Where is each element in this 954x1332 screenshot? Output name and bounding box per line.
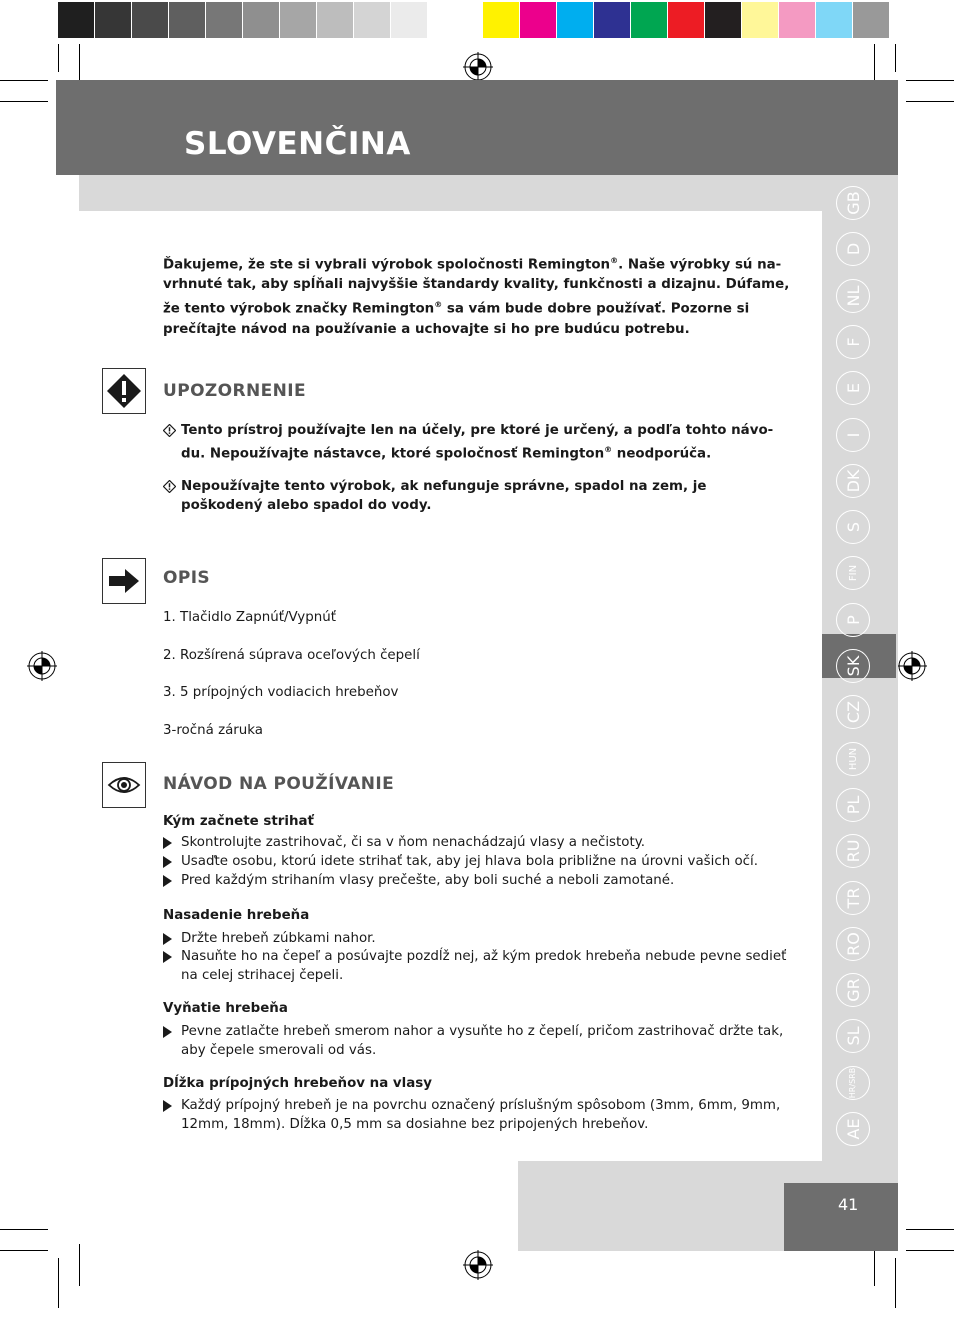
color-swatch [705, 2, 742, 38]
crop-mark [906, 80, 954, 81]
registration-mark-icon [463, 52, 493, 82]
arrow-right-icon [108, 568, 140, 594]
language-code: CZ [843, 701, 863, 724]
crop-mark [0, 1250, 48, 1251]
color-swatch [742, 2, 779, 38]
language-circle [836, 742, 870, 776]
color-swatch [317, 2, 354, 38]
language-circle [836, 973, 870, 1007]
color-swatch [132, 2, 169, 38]
eye-icon [107, 773, 141, 797]
language-code: S [843, 522, 863, 533]
color-swatch [594, 2, 631, 38]
language-tab-d[interactable] [830, 226, 876, 272]
description-item: 2. Rozšírená súprava oceľových čepelí [163, 648, 420, 663]
color-swatch [816, 2, 853, 38]
language-tab-sl[interactable] [830, 1013, 876, 1059]
language-circle [836, 556, 870, 590]
language-tab-nl[interactable] [830, 273, 876, 319]
language-code: SL [843, 1026, 863, 1046]
bullet-item: Usaďte osobu, ktorú idete strihať tak, aby jej hlava bola približne na úrovni vašich očí. [163, 852, 803, 871]
language-code: RO [843, 931, 863, 956]
language-circle [836, 881, 870, 915]
crop-mark [79, 1244, 80, 1286]
crop-mark [0, 80, 48, 81]
language-code: P [843, 614, 863, 625]
color-swatch [95, 2, 132, 38]
intro-paragraph: Ďakujeme, že ste si vybrali výrobok spoločnosti Remington®. Naše výrobky sú na- vrhnuté tak, aby spĺňali najvyššie štandardy kvality, funkčnosti a dizajnu. Dúfame, že tento výrobok značky Remington® sa vám bude dobre používať. Pozorne si prečítajte návod na používanie a uchovajte si ho pre budúcu potrebu. [163, 256, 790, 337]
language-tab-hun[interactable] [830, 736, 876, 782]
bullet-item: Nasuňte ho na čepeľ a posúvajte pozdĺž nej, až kým predok hrebeňa nebude pevne sedieť na celej strihacej čepeli. [163, 947, 803, 985]
color-swatch [391, 2, 428, 38]
language-tab-sk[interactable] [830, 643, 876, 689]
bullet-item: Pred každým strihaním vlasy prečešte, aby boli suché a neboli zamotané. [163, 871, 803, 890]
crop-mark [895, 44, 896, 72]
language-code: F [843, 337, 863, 347]
registration-mark-icon [463, 1250, 493, 1280]
eye-icon-box [102, 762, 146, 808]
language-tab-hr-srb[interactable] [830, 1060, 876, 1106]
color-swatch [779, 2, 816, 38]
color-swatch [631, 2, 668, 38]
crop-mark [906, 1229, 954, 1230]
language-code: SK [843, 655, 863, 677]
color-swatch [483, 2, 520, 38]
language-tab-gb[interactable] [830, 180, 876, 226]
language-code: AE [843, 1118, 863, 1140]
language-circle [836, 371, 870, 405]
header-subband [79, 175, 898, 211]
color-swatch [206, 2, 243, 38]
language-code: HR/SRB [848, 1067, 857, 1098]
language-circle [836, 510, 870, 544]
language-tab-dk[interactable] [830, 458, 876, 504]
color-swatch [668, 2, 705, 38]
crop-mark [58, 1258, 59, 1308]
language-tab-e[interactable] [830, 365, 876, 411]
registration-mark-icon [897, 651, 927, 681]
language-circle [836, 418, 870, 452]
language-code: RU [843, 839, 863, 863]
color-swatch [169, 2, 206, 38]
language-tab-tr[interactable] [830, 875, 876, 921]
language-tab-pl[interactable] [830, 782, 876, 828]
description-item: 1. Tlačidlo Zapnúť/Vypnúť [163, 610, 336, 625]
bullet-item: Každý prípojný hrebeň je na povrchu označený príslušným spôsobom (3mm, 6mm, 9mm, 12mm, 18mm). Dĺžka 0,5 mm sa dosiahne bez pripojených hrebeňov. [163, 1096, 803, 1134]
language-tab-p[interactable] [830, 597, 876, 643]
language-code: I [843, 432, 863, 437]
arrow-bullet-icon [163, 933, 172, 945]
exclamation-warning-icon [106, 373, 142, 409]
arrow-bullet-icon [163, 1026, 172, 1038]
language-circle [836, 603, 870, 637]
warning-item: Nepoužívajte tento výrobok, ak nefunguje správne, spadol na zem, je poškodený alebo spadol do vody. [163, 477, 803, 515]
language-tab-ru[interactable] [830, 828, 876, 874]
language-code: GB [843, 191, 863, 215]
crop-mark [0, 101, 48, 102]
diamond-bullet-icon [163, 480, 176, 493]
language-tab-ae[interactable] [830, 1106, 876, 1152]
language-circle [836, 464, 870, 498]
language-circle [836, 325, 870, 359]
language-circle [836, 788, 870, 822]
gray-calibration-bar [58, 2, 465, 38]
language-code: GR [843, 978, 863, 1002]
language-code: DK [843, 469, 863, 493]
language-code: TR [843, 887, 863, 908]
subsection-heading: Vyňatie hrebeňa [163, 1001, 288, 1016]
page-number: 41 [838, 1195, 859, 1214]
color-swatch [853, 2, 890, 38]
language-code: HUN [847, 747, 859, 770]
color-swatch [557, 2, 594, 38]
language-tab-gr[interactable] [830, 967, 876, 1013]
language-tab-cz[interactable] [830, 689, 876, 735]
color-swatch [58, 2, 95, 38]
language-circle [836, 695, 870, 729]
language-tab-f[interactable] [830, 319, 876, 365]
crop-mark [0, 1229, 48, 1230]
language-tab-i[interactable] [830, 412, 876, 458]
color-swatch [428, 2, 465, 38]
subsection-heading: Dĺžka prípojných hrebeňov na vlasy [163, 1076, 432, 1091]
arrow-bullet-icon [163, 951, 172, 963]
arrow-bullet-icon [163, 837, 172, 849]
crop-mark [58, 44, 59, 72]
language-circle [836, 649, 870, 683]
color-swatch [280, 2, 317, 38]
language-tab-ro[interactable] [830, 921, 876, 967]
crop-mark [906, 101, 954, 102]
warning-icon-box [102, 368, 146, 414]
warning-item: Tento prístroj používajte len na účely, pre ktoré je určený, a podľa tohto návo- du. Nepoužívajte nástavce, ktoré spoločnosť Remington® neodporúča. [163, 421, 803, 463]
crop-mark [906, 1250, 954, 1251]
language-code: D [843, 243, 863, 256]
color-swatch [354, 2, 391, 38]
language-tab-s[interactable] [830, 504, 876, 550]
description-item: 3-ročná záruka [163, 723, 264, 738]
language-code: FIN [847, 565, 859, 582]
diamond-bullet-icon [163, 424, 176, 437]
color-swatch [520, 2, 557, 38]
language-circle [836, 279, 870, 313]
section-title-description: OPIS [163, 568, 211, 588]
language-circle [836, 834, 870, 868]
language-circle [836, 186, 870, 220]
arrow-bullet-icon [163, 856, 172, 868]
bullet-item: Skontrolujte zastrihovač, či sa v ňom nenachádzajú vlasy a nečistoty. [163, 833, 803, 852]
header-band [56, 80, 898, 175]
section-title-usage: NÁVOD NA POUŽÍVANIE [163, 774, 395, 794]
color-swatch [243, 2, 280, 38]
language-circle [836, 1112, 870, 1146]
arrow-bullet-icon [163, 875, 172, 887]
page-number-box [784, 1183, 898, 1251]
page-title: SLOVENČINA [184, 126, 411, 162]
crop-mark [895, 1258, 896, 1308]
bullet-item: Pevne zatlačte hrebeň smerom nahor a vysuňte ho z čepelí, pričom zastrihovač držte tak, aby čepele smerovali od vás. [163, 1022, 803, 1060]
language-code: E [843, 383, 863, 394]
language-code: NL [843, 285, 863, 307]
language-circle [836, 232, 870, 266]
arrow-bullet-icon [163, 1100, 172, 1112]
language-circle [836, 1019, 870, 1053]
language-tab-fin[interactable] [830, 550, 876, 596]
language-circle [836, 1066, 870, 1100]
description-item: 3. 5 prípojných vodiacich hrebeňov [163, 685, 399, 700]
color-calibration-bar [483, 2, 890, 38]
registration-mark-icon [27, 651, 57, 681]
arrow-icon-box [102, 558, 146, 604]
language-circle [836, 927, 870, 961]
subsection-heading: Nasadenie hrebeňa [163, 908, 310, 923]
bullet-item: Držte hrebeň zúbkami nahor. [163, 929, 803, 948]
section-title-warning: UPOZORNENIE [163, 381, 306, 401]
language-code: PL [843, 795, 863, 815]
subsection-heading: Kým začnete strihať [163, 814, 314, 829]
